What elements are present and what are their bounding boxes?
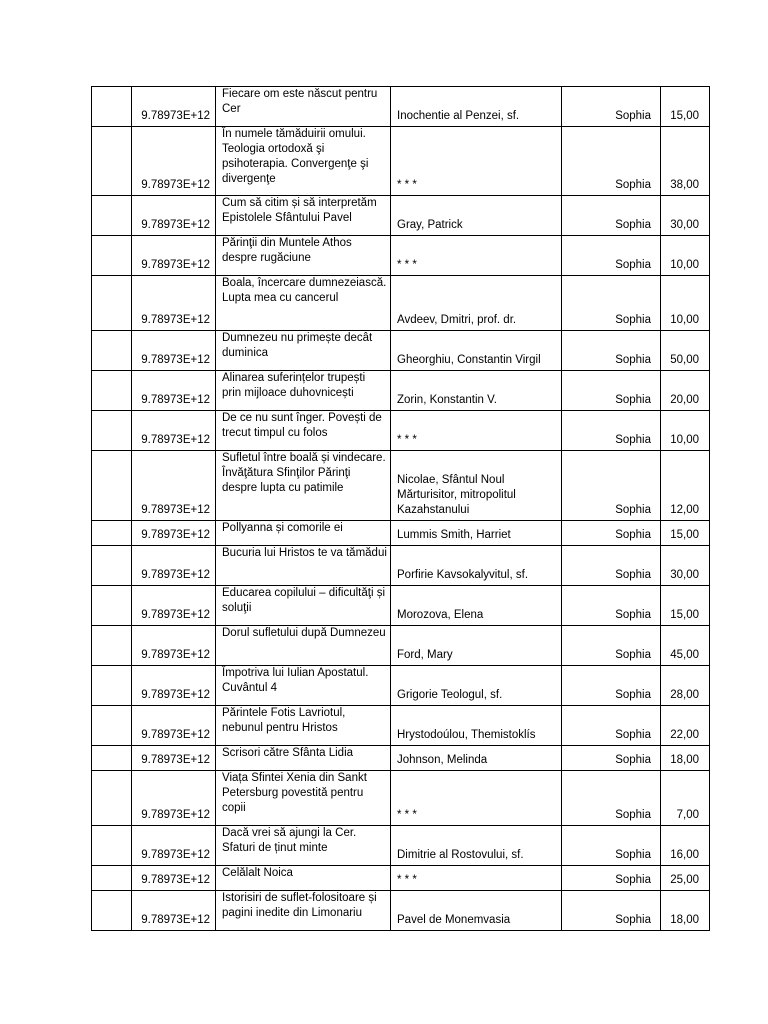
price-cell: 30,00 (661, 546, 710, 586)
book-title: Dumnezeu nu primește decât duminica (222, 332, 373, 359)
table-row (92, 331, 710, 371)
table-row (92, 746, 710, 771)
price-cell: 18,00 (661, 746, 710, 771)
book-author: Dimitrie al Rostovului, sf. (397, 849, 524, 861)
blank-cell (92, 451, 132, 521)
blank-cell (92, 521, 132, 546)
book-author: Zorin, Konstantin V. (397, 394, 497, 406)
table-row (92, 891, 710, 931)
book-table (91, 86, 710, 931)
price-cell: 15,00 (661, 521, 710, 546)
blank-cell (92, 276, 132, 331)
table-row (92, 236, 710, 276)
title-cell (216, 866, 391, 891)
book-title: Sufletul între boală și vindecare. Învăţătura Sfinţilor Părinţi despre lupta cu patimile (222, 452, 386, 494)
isbn-cell: 9.78973E+12 (132, 891, 216, 931)
publisher-cell: Sophia (562, 666, 661, 706)
book-title: Educarea copilului – dificultăţi și soluţii (222, 587, 386, 614)
isbn-cell: 9.78973E+12 (132, 196, 216, 236)
isbn-cell: 9.78973E+12 (132, 87, 216, 127)
publisher-cell: Sophia (562, 586, 661, 626)
book-author: Porfirie Kavsokalyvitul, sf. (397, 569, 529, 581)
blank-cell (92, 866, 132, 891)
book-title: Dacă vrei să ajungi la Cer. Sfaturi de ținut minte (222, 827, 357, 854)
price-cell: 50,00 (661, 331, 710, 371)
price-cell: 28,00 (661, 666, 710, 706)
author-cell (391, 521, 562, 546)
table-row (92, 546, 710, 586)
table-row (92, 451, 710, 521)
table-row (92, 866, 710, 891)
title-cell (216, 626, 391, 666)
book-title: În numele tămăduirii omului. Teologia ortodoxă şi psihoterapia. Convergenţe şi divergenţe (222, 128, 369, 185)
table-row (92, 826, 710, 866)
blank-cell (92, 706, 132, 746)
author-cell (391, 546, 562, 586)
book-title: Cum să citim și să interpretăm Epistolele Sfântului Pavel (222, 197, 377, 224)
isbn-cell: 9.78973E+12 (132, 586, 216, 626)
blank-cell (92, 371, 132, 411)
table-row (92, 411, 710, 451)
price-cell: 10,00 (661, 236, 710, 276)
author-cell (391, 746, 562, 771)
author-cell (391, 371, 562, 411)
publisher-cell: Sophia (562, 746, 661, 771)
price-cell: 38,00 (661, 127, 710, 196)
price-cell: 25,00 (661, 866, 710, 891)
table-row (92, 706, 710, 746)
book-title: Bucuria lui Hristos te va tămădui (222, 547, 387, 559)
isbn-cell: 9.78973E+12 (132, 276, 216, 331)
table-row (92, 626, 710, 666)
author-cell (391, 451, 562, 521)
book-title: Alinarea suferințelor trupești prin mijloace duhovnicești (222, 372, 366, 399)
author-cell (391, 891, 562, 931)
isbn-cell: 9.78973E+12 (132, 451, 216, 521)
book-author: * * * (397, 809, 417, 821)
book-author: * * * (397, 259, 417, 271)
author-cell (391, 626, 562, 666)
blank-cell (92, 666, 132, 706)
book-title: Boala, încercare dumnezeiască. Lupta mea cu cancerul (222, 277, 387, 304)
publisher-cell: Sophia (562, 127, 661, 196)
blank-cell (92, 746, 132, 771)
publisher-cell: Sophia (562, 87, 661, 127)
isbn-cell: 9.78973E+12 (132, 411, 216, 451)
title-cell (216, 331, 391, 371)
author-cell (391, 196, 562, 236)
book-title: Viața Sfintei Xenia din Sankt Petersburg povestită pentru copii (222, 772, 367, 814)
table-row (92, 666, 710, 706)
isbn-cell: 9.78973E+12 (132, 626, 216, 666)
blank-cell (92, 87, 132, 127)
publisher-cell: Sophia (562, 196, 661, 236)
isbn-cell: 9.78973E+12 (132, 236, 216, 276)
table-row (92, 521, 710, 546)
blank-cell (92, 236, 132, 276)
publisher-cell: Sophia (562, 891, 661, 931)
book-author: * * * (397, 434, 417, 446)
author-cell (391, 866, 562, 891)
author-cell (391, 236, 562, 276)
title-cell (216, 371, 391, 411)
blank-cell (92, 546, 132, 586)
title-cell (216, 411, 391, 451)
title-cell (216, 706, 391, 746)
author-cell (391, 706, 562, 746)
title-cell (216, 451, 391, 521)
table-row (92, 87, 710, 127)
price-cell: 12,00 (661, 451, 710, 521)
publisher-cell: Sophia (562, 826, 661, 866)
blank-cell (92, 411, 132, 451)
publisher-cell: Sophia (562, 521, 661, 546)
price-cell: 45,00 (661, 626, 710, 666)
price-cell: 30,00 (661, 196, 710, 236)
title-cell (216, 666, 391, 706)
publisher-cell: Sophia (562, 371, 661, 411)
price-cell: 22,00 (661, 706, 710, 746)
isbn-cell: 9.78973E+12 (132, 371, 216, 411)
title-cell (216, 891, 391, 931)
isbn-cell: 9.78973E+12 (132, 546, 216, 586)
book-author: Avdeev, Dmitri, prof. dr. (397, 314, 517, 326)
book-author: Pavel de Monemvasia (397, 914, 511, 926)
isbn-cell: 9.78973E+12 (132, 746, 216, 771)
title-cell (216, 87, 391, 127)
book-title: Scrisori către Sfânta Lidia (222, 747, 354, 759)
publisher-cell: Sophia (562, 276, 661, 331)
title-cell (216, 196, 391, 236)
blank-cell (92, 891, 132, 931)
book-title: Istorisiri de suflet-folositoare și pagini inedite din Limonariu (222, 892, 377, 919)
publisher-cell: Sophia (562, 626, 661, 666)
isbn-cell: 9.78973E+12 (132, 826, 216, 866)
price-cell: 7,00 (661, 771, 710, 826)
author-cell (391, 826, 562, 866)
book-author: Nicolae, Sfântul Noul Mărturisitor, mitropolitul Kazahstanului (397, 474, 516, 516)
book-title: Împotriva lui Iulian Apostatul. Cuvântul 4 (222, 667, 369, 694)
title-cell (216, 546, 391, 586)
title-cell (216, 746, 391, 771)
publisher-cell: Sophia (562, 706, 661, 746)
author-cell (391, 276, 562, 331)
author-cell (391, 127, 562, 196)
table-row (92, 586, 710, 626)
blank-cell (92, 771, 132, 826)
price-cell: 18,00 (661, 891, 710, 931)
price-cell: 15,00 (661, 87, 710, 127)
author-cell (391, 771, 562, 826)
book-title: Dorul sufletului după Dumnezeu (222, 627, 386, 639)
blank-cell (92, 196, 132, 236)
book-title: Părinţii din Muntele Athos despre rugăciune (222, 237, 352, 264)
title-cell (216, 586, 391, 626)
blank-cell (92, 586, 132, 626)
book-author: Lummis Smith, Harriet (397, 529, 511, 541)
isbn-cell: 9.78973E+12 (132, 706, 216, 746)
author-cell (391, 411, 562, 451)
table-row (92, 371, 710, 411)
book-title: Pollyanna și comorile ei (222, 522, 343, 534)
book-author: Gray, Patrick (397, 219, 463, 231)
blank-cell (92, 127, 132, 196)
table-row (92, 771, 710, 826)
isbn-cell: 9.78973E+12 (132, 331, 216, 371)
price-cell: 16,00 (661, 826, 710, 866)
book-author: Morozova, Elena (397, 609, 484, 621)
publisher-cell: Sophia (562, 331, 661, 371)
publisher-cell: Sophia (562, 236, 661, 276)
title-cell (216, 127, 391, 196)
book-author: * * * (397, 179, 417, 191)
blank-cell (92, 331, 132, 371)
title-cell (216, 521, 391, 546)
title-cell (216, 276, 391, 331)
book-rows (92, 87, 710, 931)
title-cell (216, 826, 391, 866)
book-author: Ford, Mary (397, 649, 453, 661)
blank-cell (92, 826, 132, 866)
isbn-cell: 9.78973E+12 (132, 771, 216, 826)
author-cell (391, 666, 562, 706)
book-title: Părintele Fotis Lavriotul, nebunul pentru Hristos (222, 707, 346, 734)
price-cell: 15,00 (661, 586, 710, 626)
book-title: Celălalt Noica (222, 867, 293, 879)
isbn-cell: 9.78973E+12 (132, 866, 216, 891)
publisher-cell: Sophia (562, 411, 661, 451)
book-title: Fiecare om este născut pentru Cer (222, 88, 378, 115)
author-cell (391, 87, 562, 127)
isbn-cell: 9.78973E+12 (132, 127, 216, 196)
title-cell (216, 236, 391, 276)
book-author: Grigorie Teologul, sf. (397, 689, 503, 701)
author-cell (391, 331, 562, 371)
publisher-cell: Sophia (562, 546, 661, 586)
table-row (92, 127, 710, 196)
publisher-cell: Sophia (562, 771, 661, 826)
price-cell: 20,00 (661, 371, 710, 411)
book-author: Inochentie al Penzei, sf. (397, 110, 520, 122)
book-author: Hrystodoúlou, Themistoklís (397, 729, 536, 741)
author-cell (391, 586, 562, 626)
book-author: * * * (397, 874, 417, 886)
book-author: Gheorghiu, Constantin Virgil (397, 354, 541, 366)
publisher-cell: Sophia (562, 451, 661, 521)
blank-cell (92, 626, 132, 666)
book-author: Johnson, Melinda (397, 754, 488, 766)
price-cell: 10,00 (661, 276, 710, 331)
book-title: De ce nu sunt înger. Povești de trecut timpul cu folos (222, 412, 382, 439)
isbn-cell: 9.78973E+12 (132, 521, 216, 546)
price-cell: 10,00 (661, 411, 710, 451)
table-row (92, 196, 710, 236)
table-row (92, 276, 710, 331)
title-cell (216, 771, 391, 826)
publisher-cell: Sophia (562, 866, 661, 891)
isbn-cell: 9.78973E+12 (132, 666, 216, 706)
